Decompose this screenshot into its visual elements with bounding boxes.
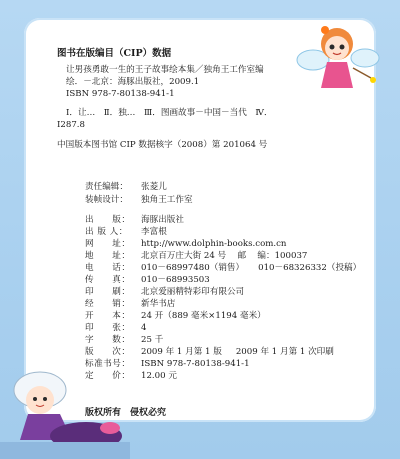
pub-row (85, 275, 210, 286)
pub-label: 传 真： (85, 275, 131, 285)
credit-value: 张菱儿 (141, 182, 167, 192)
credit-label: 责任编辑： (85, 182, 128, 192)
cip-classification: Ⅰ．让… Ⅱ．独… Ⅲ．图画故事－中国－当代 Ⅳ． (66, 108, 273, 118)
cip-title: 图书在版编目（CIP）数据 (57, 48, 172, 59)
pub-value: ISBN 978-7-80138-941-1 (141, 359, 250, 369)
pub-value: 25 千 (141, 335, 164, 345)
pub-label: 地 址： (85, 251, 131, 261)
cip-class-number: I287.8 (57, 120, 85, 130)
pub-label: 出 版： (85, 215, 131, 225)
pub-value: 010－68997480（销售） (141, 263, 245, 273)
pub-value: http://www.dolphin-books.com.cn (141, 239, 287, 249)
pub-row (85, 251, 307, 262)
pub-row (85, 335, 163, 346)
pub-label: 印 刷： (85, 287, 131, 297)
credit-designer (85, 195, 193, 206)
pub-value: 2009 年 1 月第 1 版 (141, 347, 222, 357)
pub-row (85, 311, 266, 322)
pub-row (85, 239, 286, 250)
pub-value: 海豚出版社 (141, 215, 184, 225)
cip-isbn: ISBN 978-7-80138-941-1 (66, 89, 175, 99)
pub-value: 李富根 (141, 227, 167, 237)
pub-row (85, 347, 334, 358)
pub-row (85, 227, 167, 238)
pub-value: 北京百万庄大街 24 号 邮 编：100037 (141, 251, 308, 261)
pub-label: 网 址： (85, 239, 131, 249)
credit-label: 装帧设计： (85, 195, 128, 205)
pub-label: 定 价： (85, 371, 131, 381)
pub-label: 经 销： (85, 299, 131, 309)
pub-extra: 010－68326332（投稿） (258, 263, 362, 273)
pub-row (85, 359, 250, 370)
pub-value: 12.00 元 (141, 371, 177, 381)
pub-label: 电 话： (85, 263, 131, 273)
pub-label: 开 本： (85, 311, 131, 321)
pub-value: 4 (141, 323, 147, 333)
cip-publisher: 绘．－北京：海豚出版社，2009.1 (66, 77, 200, 87)
pub-label: 出 版 人： (85, 227, 128, 237)
copyright-notice: 版权所有 侵权必究 (85, 408, 167, 418)
fairy-illustration (295, 20, 380, 100)
credit-value: 独角王工作室 (141, 195, 193, 205)
pub-row (85, 263, 361, 274)
pub-label: 字 数： (85, 335, 131, 345)
pub-value: 010－68993503 (141, 275, 210, 285)
credit-editor (85, 182, 167, 193)
pub-label: 版 次： (85, 347, 131, 357)
pub-row (85, 287, 244, 298)
pub-label: 标准书号： (85, 359, 131, 369)
pub-row (85, 215, 184, 226)
pub-row (85, 323, 146, 334)
girl-illustration (0, 370, 130, 459)
pub-value: 新华书店 (141, 299, 176, 309)
pub-label: 印 张： (85, 323, 131, 333)
pub-row (85, 299, 175, 310)
cip-book-title: 让男孩勇敢一生的王子故事绘本集／独角王工作室编 (66, 65, 264, 75)
pub-value: 24 开（889 毫米×1194 毫米） (141, 311, 266, 321)
pub-value: 北京爱丽精特彩印有限公司 (141, 287, 245, 297)
cip-record-number: 中国版本图书馆 CIP 数据核字（2008）第 201064 号 (57, 140, 268, 150)
pub-extra: 2009 年 1 月第 1 次印刷 (235, 347, 334, 357)
